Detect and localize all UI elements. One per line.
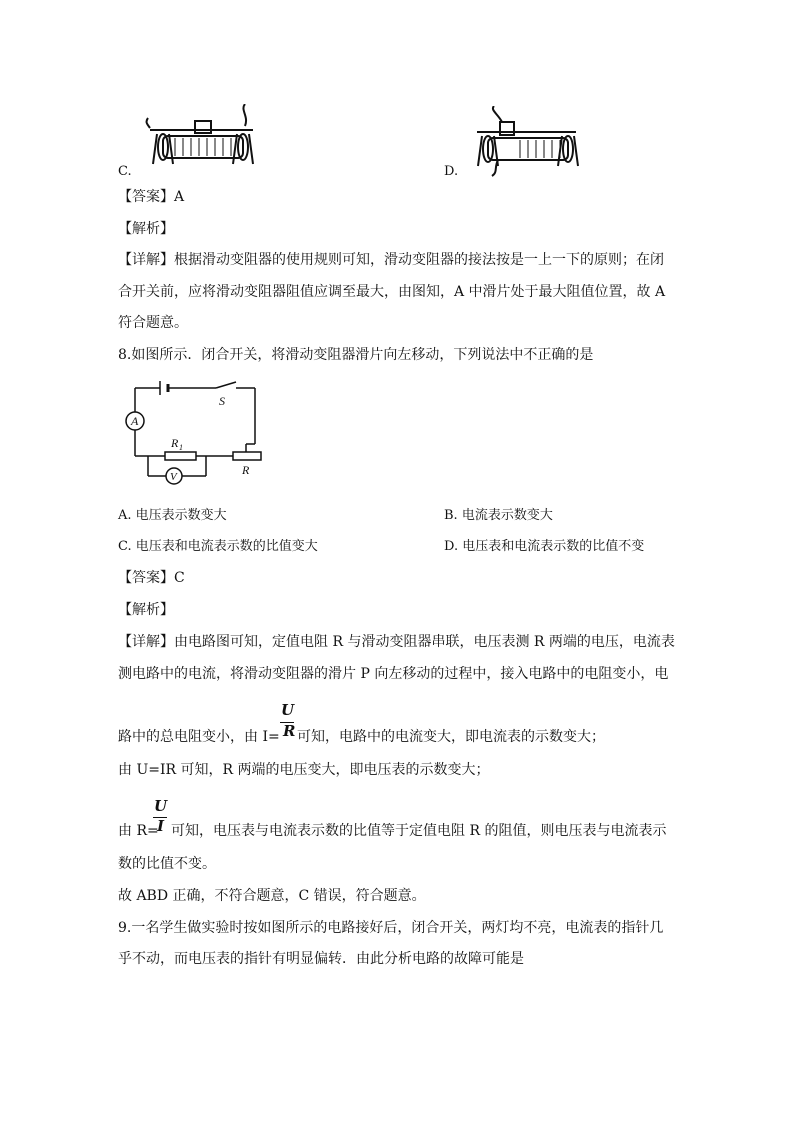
fraction1-numerator: U <box>281 701 295 719</box>
q7-detail-line2: 合开关前，应将滑动变阻器阻值应调至最大，由图知，A 中滑片处于最大阻值位置，故 A <box>118 284 666 300</box>
q8-line3-pre: 路中的总电阻变小，由 I= <box>118 729 280 745</box>
rheostat-label: R <box>242 463 250 477</box>
q8-line5-pre: 由 R= <box>118 823 159 839</box>
option-d-label: D. <box>444 164 459 179</box>
q7-detail-line3: 符合题意。 <box>118 315 188 331</box>
q8-option-b: B. 电流表示数变大 <box>444 508 553 523</box>
q8-stem: 8.如图所示．闭合开关，将滑动变阻器滑片向左移动，下列说法中不正确的是 <box>118 347 594 363</box>
q8-option-a: A. 电压表示数变大 <box>118 508 227 523</box>
q8-option-c: C. 电压表和电流表示数的比值变大 <box>118 539 318 554</box>
q8-circuit-diagram <box>118 380 268 490</box>
resistor-label: R <box>171 436 179 450</box>
q8-option-d: D. 电压表和电流表示数的比值不变 <box>444 539 645 554</box>
q8-detail-line2: 测电路中的电流，将滑动变阻器的滑片 P 向左移动的过程中，接入电路中的电阻变小，电 <box>118 666 669 682</box>
q8-conclusion: 故 ABD 正确，不符合题意，C 错误，符合题意。 <box>118 888 426 904</box>
fraction2-numerator: U <box>154 797 168 815</box>
fraction1-denominator: R <box>283 722 296 740</box>
q8-line6: 数的比值不变。 <box>118 856 216 872</box>
q8-detail-line1: 【详解】由电路图可知，定值电阻 R 与滑动变阻器串联，电压表测 R 两端的电压，电流表 <box>118 634 675 650</box>
q9-stem-line2: 乎不动，而电压表的指针有明显偏转．由此分析电路的故障可能是 <box>118 951 524 967</box>
option-c-label: C. <box>118 164 132 179</box>
switch-label: S <box>219 394 225 408</box>
rheostat-figure-d <box>472 106 582 178</box>
q8-line3-post: 可知，电路中的电流变大，即电流表的示数变大； <box>297 729 605 745</box>
ammeter-label: A <box>131 414 139 428</box>
q8-line5-post: 可知，电压表与电流表示数的比值等于定值电阻 R 的阻值，则电压表与电流表示 <box>171 823 667 839</box>
q7-answer: 【答案】A <box>118 189 185 205</box>
q8-answer: 【答案】C <box>118 570 185 586</box>
q9-stem-line1: 9.一名学生做实验时按如图所示的电路接好后，闭合开关，两灯均不亮，电流表的指针几 <box>118 920 664 936</box>
q7-analysis-tag: 【解析】 <box>118 221 174 237</box>
rheostat-figure-c <box>145 104 260 174</box>
voltmeter-label: V <box>170 471 177 483</box>
fraction2-denominator: I <box>157 817 165 835</box>
resistor-subscript: 1 <box>179 443 183 452</box>
q8-line4: 由 U=IR 可知，R 两端的电压变大，即电压表的示数变大； <box>118 762 490 778</box>
q7-detail-line1: 【详解】根据滑动变阻器的使用规则可知，滑动变阻器的接法按是一上一下的原则；在闭 <box>118 252 664 268</box>
q8-analysis-tag: 【解析】 <box>118 602 174 618</box>
